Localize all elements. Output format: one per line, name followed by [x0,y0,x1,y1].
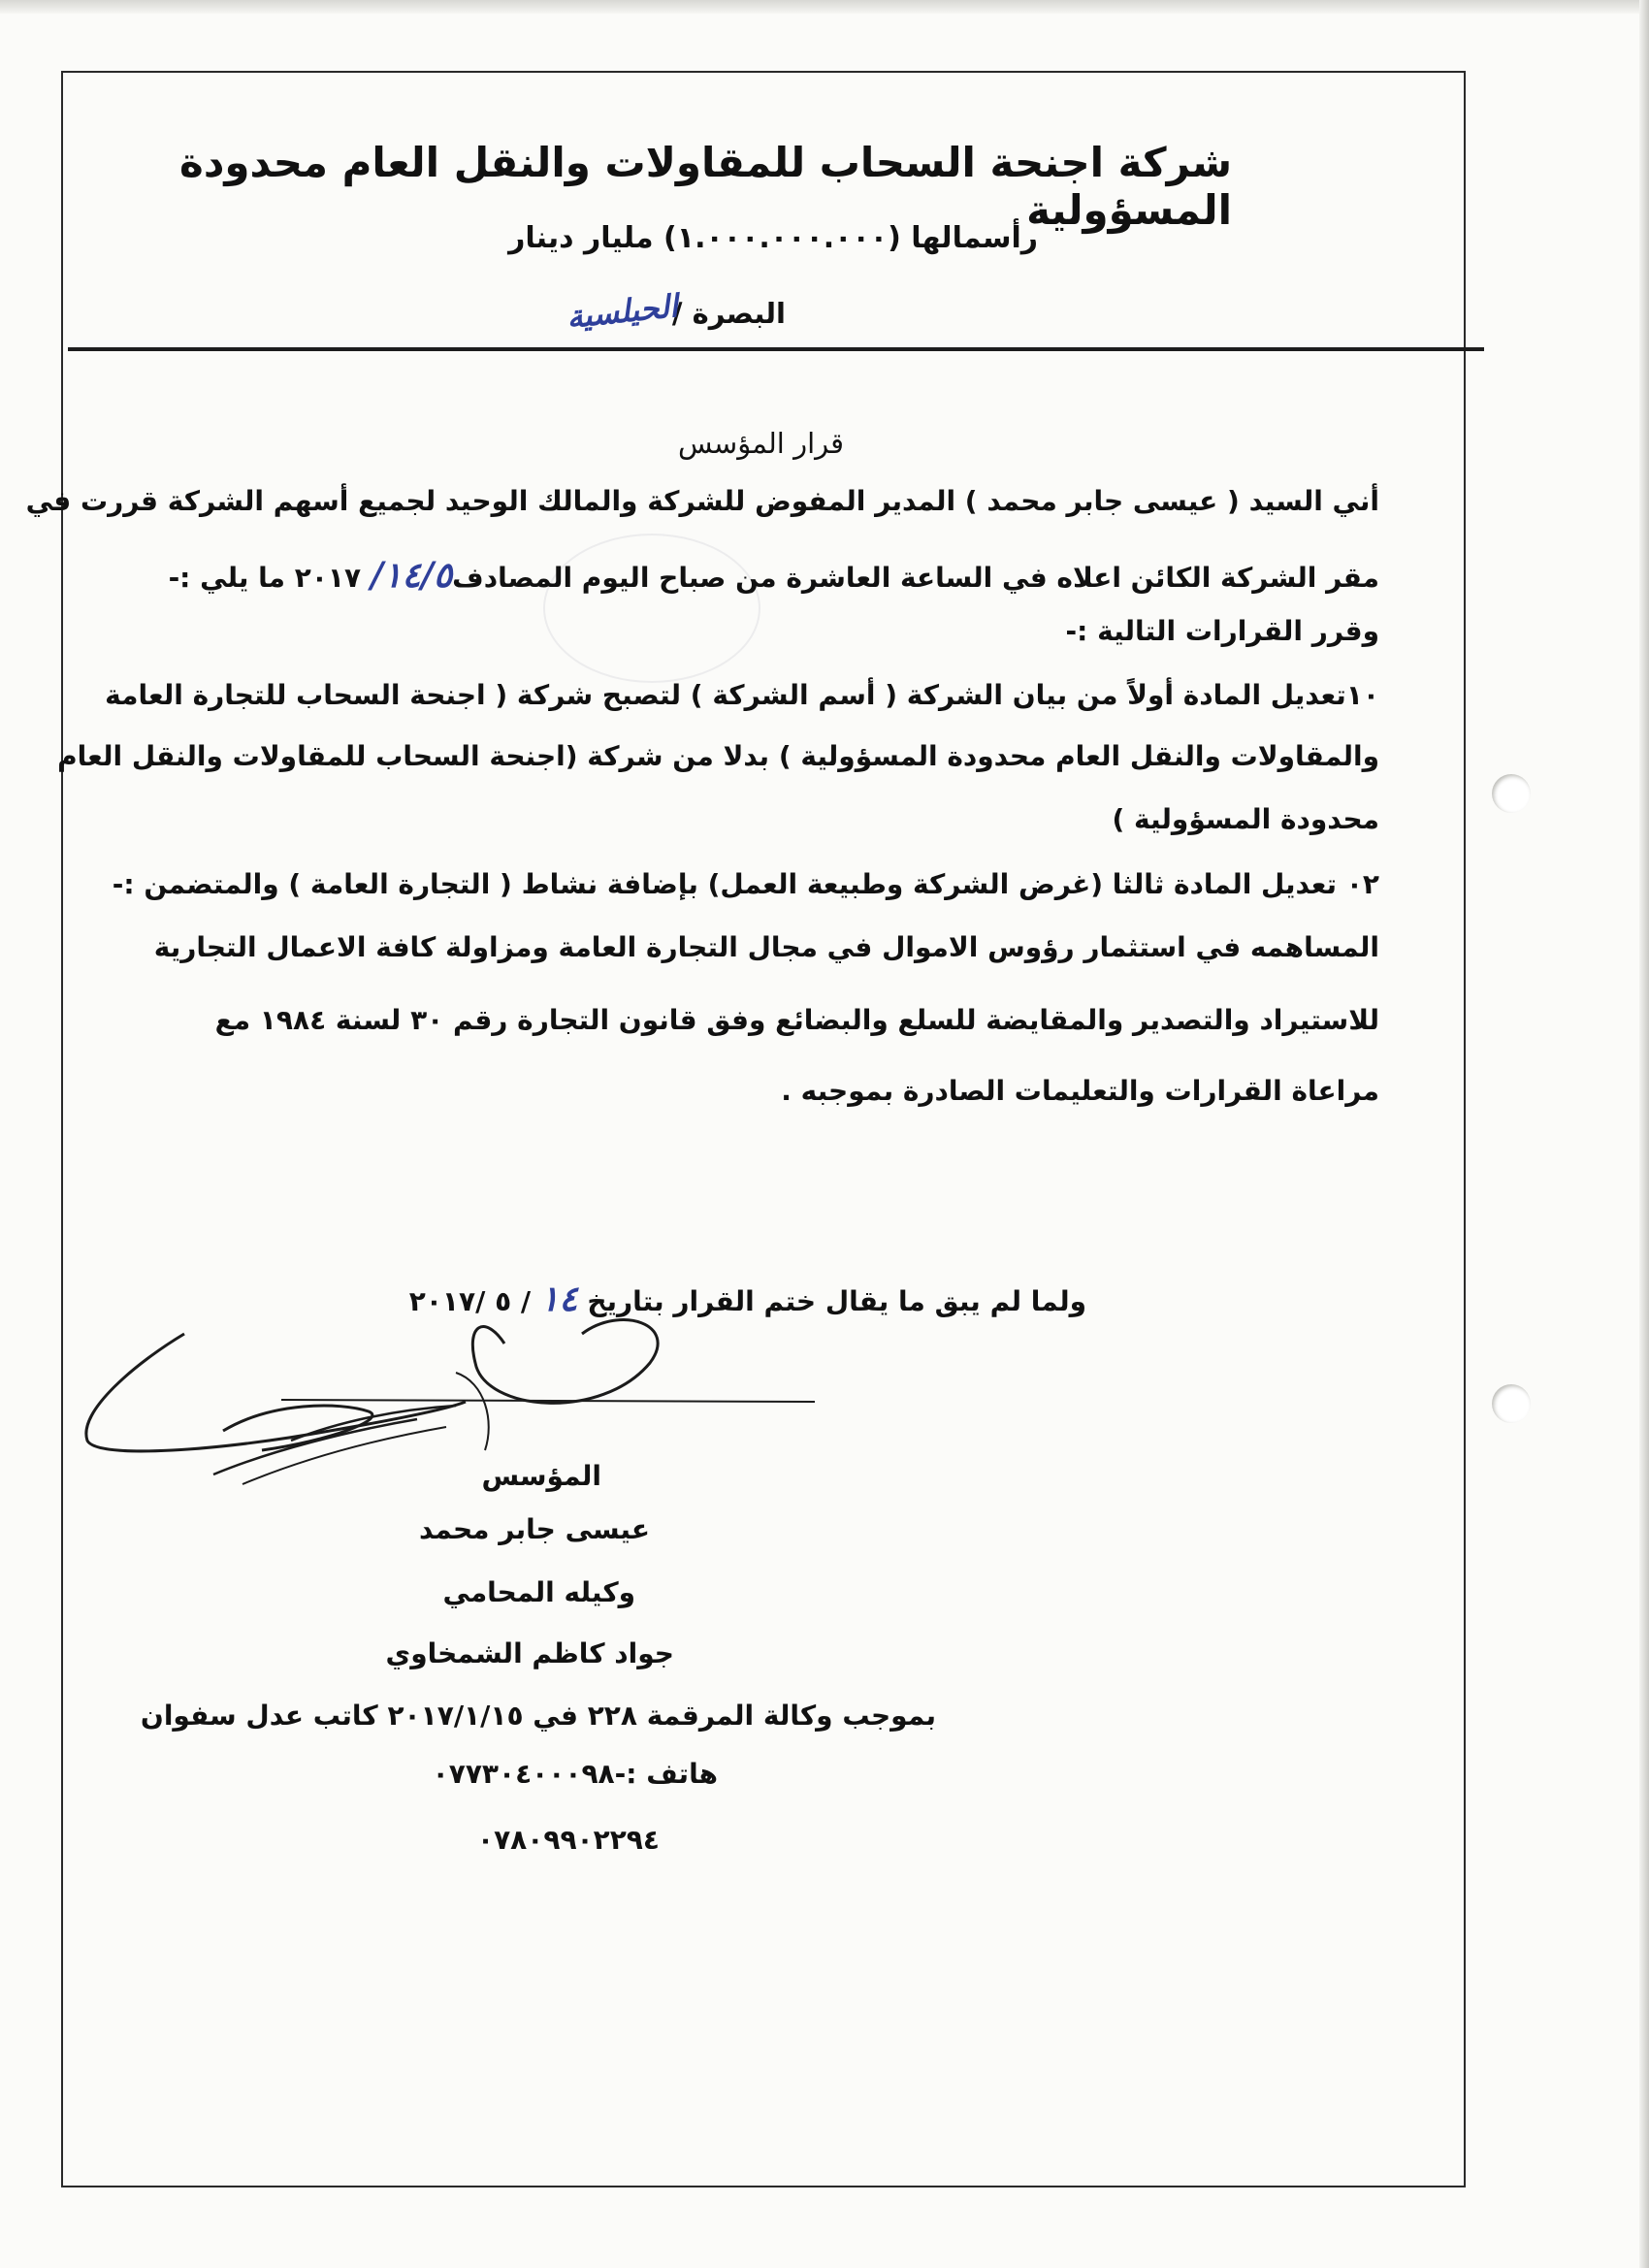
closing-handwritten-day: ١٤ [539,1279,578,1319]
item2-line-2: المساهمه في استثمار رؤوس الاموال في مجال التجارة العامة ومزاولة كافة الاعمال التجارية [153,931,1379,963]
phone-2: ٠٧٨٠٩٩٠٢٢٩٤ [477,1824,660,1856]
intro-line-3: وقرر القرارات التالية :- [1065,615,1379,647]
intro-line-2 [169,555,1379,596]
intro-line-1: أني السيد ( عيسى جابر محمد ) المدير المفوض للشركة والمالك الوحيد لجميع أسهم الشركة قررت في [25,485,1379,517]
item1-line-1: ١٠تعديل المادة أولاً من بيان الشركة ( أسم الشركة ) لتصبح شركة ( اجنحة السحاب للتجارة العامة [105,679,1379,711]
item1-line-2: والمقاولات والنقل العام محدودة المسؤولية ) بدلا من شركة (اجنحة السحاب للمقاولات والنقل العام [57,740,1379,772]
company-capital: رأسمالها (١.٠٠٠.٠٠٠.٠٠٠) مليار دينار [508,221,1038,255]
phone-1: هاتف :-٠٧٧٣٠٤٠٠٠٩٨ [432,1758,718,1790]
branch-handwritten: الحيلسية [565,287,680,336]
handwritten-date: ١٤/٥/ [370,555,453,596]
punch-hole [1492,1384,1531,1423]
city-label: البصرة / [671,297,786,330]
punch-hole [1492,774,1531,813]
closing-date: / ٥ /٢٠١٧ [408,1285,532,1317]
agent-name: جواد كاظم الشمخاوي [385,1637,674,1669]
signature [78,1305,834,1518]
scan-edge-right [1639,0,1649,2268]
intro-line-2-rest: ٢٠١٧ ما يلي :- [168,562,371,594]
item1-line-3: محدودة المسؤولية ) [1112,803,1379,835]
page-border [61,71,1466,2187]
company-location [565,287,786,336]
power-of-attorney: بموجب وكالة المرقمة ٢٢٨ في ٢٠١٧/١/١٥ كاتب عدل سفوان [140,1700,936,1732]
item2-line-1: ٠٢ تعديل المادة ثالثا (غرض الشركة وطبيعة العمل) بإضافة نشاط ( التجارة العامة ) والمتضمن :- [112,868,1379,900]
item2-line-4: مراعاة القرارات والتعليمات الصادرة بموجبه . [781,1075,1379,1107]
intro-line-2-text: مقر الشركة الكائن اعلاه في الساعة العاشرة من صباح اليوم المصادف [452,562,1379,594]
company-name: شركة اجنحة السحاب للمقاولات والنقل العام محدودة المسؤولية [179,139,1232,234]
agent-title: وكيله المحامي [442,1576,635,1608]
closing-text: ولما لم يبق ما يقال ختم القرار بتاريخ [587,1285,1086,1317]
decision-title: قرار المؤسس [677,427,844,460]
scan-edge-top [0,0,1649,14]
signatory-name: عيسى جابر محمد [419,1513,650,1545]
item2-line-3: للاستيراد والتصدير والمقايضة للسلع والبضائع وفق قانون التجارة رقم ٣٠ لسنة ١٩٨٤ مع [214,1004,1379,1036]
signatory-role: المؤسس [481,1460,601,1492]
header-separator [68,347,1484,351]
